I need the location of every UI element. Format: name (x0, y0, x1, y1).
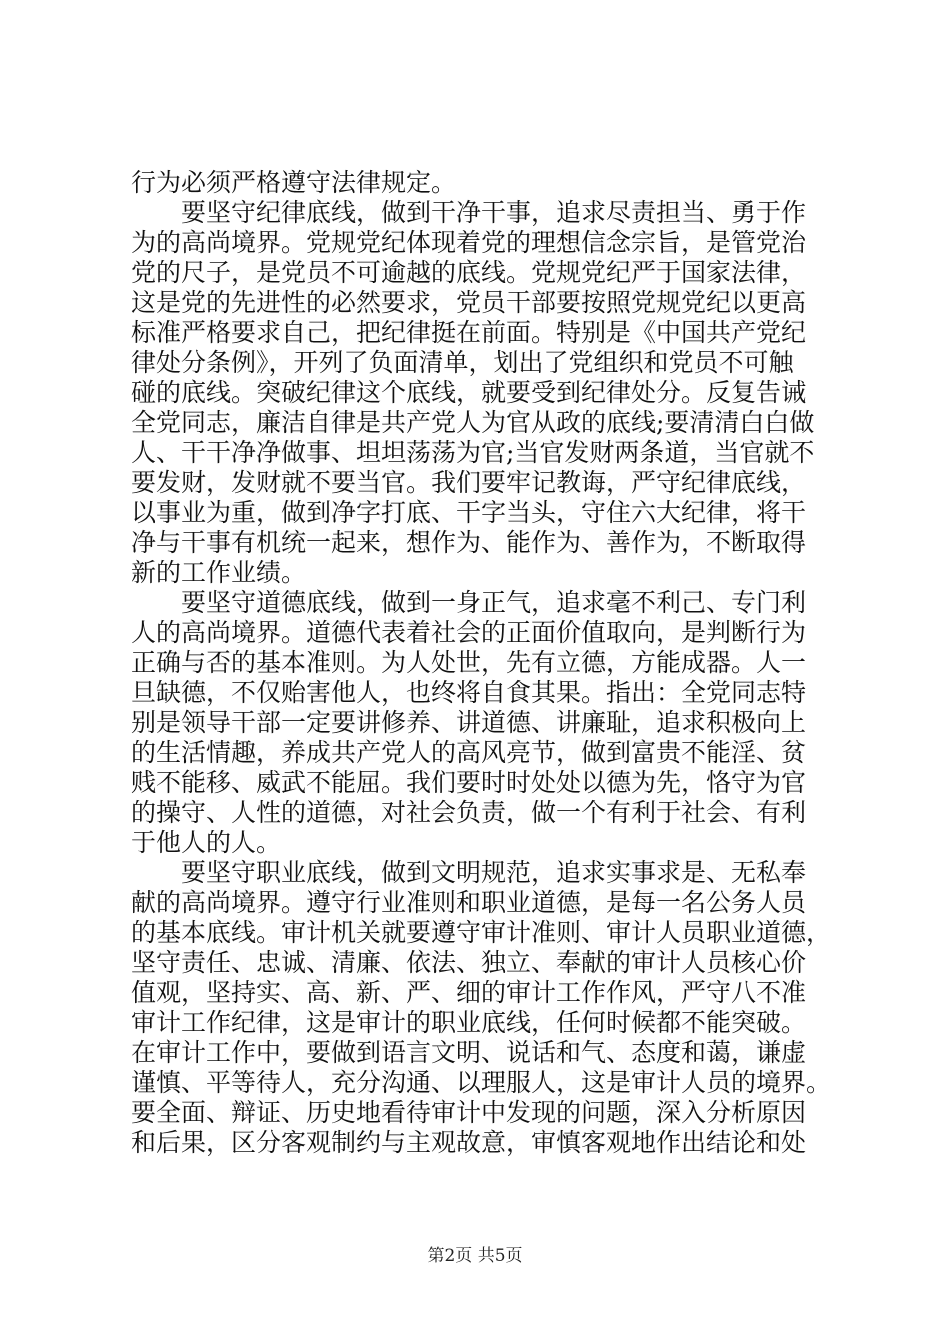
text-line: 人的高尚境界。道德代表着社会的正面价值取向，是判断行为 (131, 618, 807, 647)
text-line: 要坚守道德底线，做到一身正气，追求毫不利己、专门利 (131, 588, 807, 617)
text-line: 的基本底线。审计机关就要遵守审计准则、审计人员职业道德， (131, 918, 831, 947)
text-line: 的操守、人性的道德，对社会负责，做一个有利于社会、有利 (131, 798, 807, 827)
text-line: 于他人的人。 (131, 828, 282, 857)
text-line: 新的工作业绩。 (131, 558, 307, 587)
text-line: 标准严格要求自己，把纪律挺在前面。特别是《中国共产党纪 (131, 318, 807, 347)
text-line: 律处分条例》，开列了负面清单，划出了党组织和党员不可触 (131, 348, 794, 377)
text-line: 以事业为重，做到净字打底、干字当头，守住六大纪律，将干 (131, 498, 807, 527)
text-line: 要发财，发财就不要当官。我们要牢记教诲，严守纪律底线， (131, 468, 807, 497)
text-line: 在审计工作中，要做到语言文明、说话和气、态度和蔼，谦虚 (131, 1038, 807, 1067)
text-line: 审计工作纪律，这是审计的职业底线，任何时候都不能突破。 (131, 1008, 807, 1037)
text-line: 谨慎、平等待人，充分沟通、以理服人，这是审计人员的境界。 (131, 1068, 831, 1097)
text-line: 要坚守职业底线，做到文明规范，追求实事求是、无私奉 (131, 858, 807, 887)
text-line: 要坚守纪律底线，做到干净干事，追求尽责担当、勇于作 (131, 198, 807, 227)
text-line: 要全面、辩证、历史地看待审计中发现的问题，深入分析原因 (131, 1098, 807, 1127)
text-line: 别是领导干部一定要讲修养、讲道德、讲廉耻，追求积极向上 (131, 708, 807, 737)
text-line: 献的高尚境界。遵守行业准则和职业道德，是每一名公务人员 (131, 888, 807, 917)
text-line: 这是党的先进性的必然要求，党员干部要按照党规党纪以更高 (131, 288, 807, 317)
text-line: 为的高尚境界。党规党纪体现着党的理想信念宗旨，是管党治 (131, 228, 807, 257)
text-line: 正确与否的基本准则。为人处世，先有立德，方能成器。人一 (131, 648, 807, 677)
page-footer: 第2页 共5页 (427, 1246, 523, 1266)
text-line: 坚守责任、忠诚、清廉、依法、独立、奉献的审计人员核心价 (131, 948, 807, 977)
body-text (131, 168, 831, 1158)
text-line: 和后果，区分客观制约与主观故意，审慎客观地作出结论和处 (131, 1128, 807, 1157)
text-line: 旦缺德，不仅贻害他人，也终将自食其果。指出：全党同志特 (131, 678, 807, 707)
text-line: 净与干事有机统一起来，想作为、能作为、善作为，不断取得 (131, 528, 807, 557)
text-line: 行为必须严格遵守法律规定。 (131, 168, 457, 197)
text-line: 全党同志，廉洁自律是共产党人为官从政的底线;要清清白白做 (131, 408, 815, 437)
text-line: 人、干干净净做事、坦坦荡荡为官;当官发财两条道，当官就不 (131, 438, 815, 467)
text-line: 的生活情趣，养成共产党人的高风亮节，做到富贵不能淫、贫 (131, 738, 807, 767)
text-line: 碰的底线。突破纪律这个底线，就要受到纪律处分。反复告诫 (131, 378, 807, 407)
text-line: 党的尺子，是党员不可逾越的底线。党规党纪严于国家法律， (131, 258, 807, 287)
text-line: 贱不能移、威武不能屈。我们要时时处处以德为先，恪守为官 (131, 768, 807, 797)
text-line: 值观，坚持实、高、新、严、细的审计工作作风，严守八不准 (131, 978, 807, 1007)
